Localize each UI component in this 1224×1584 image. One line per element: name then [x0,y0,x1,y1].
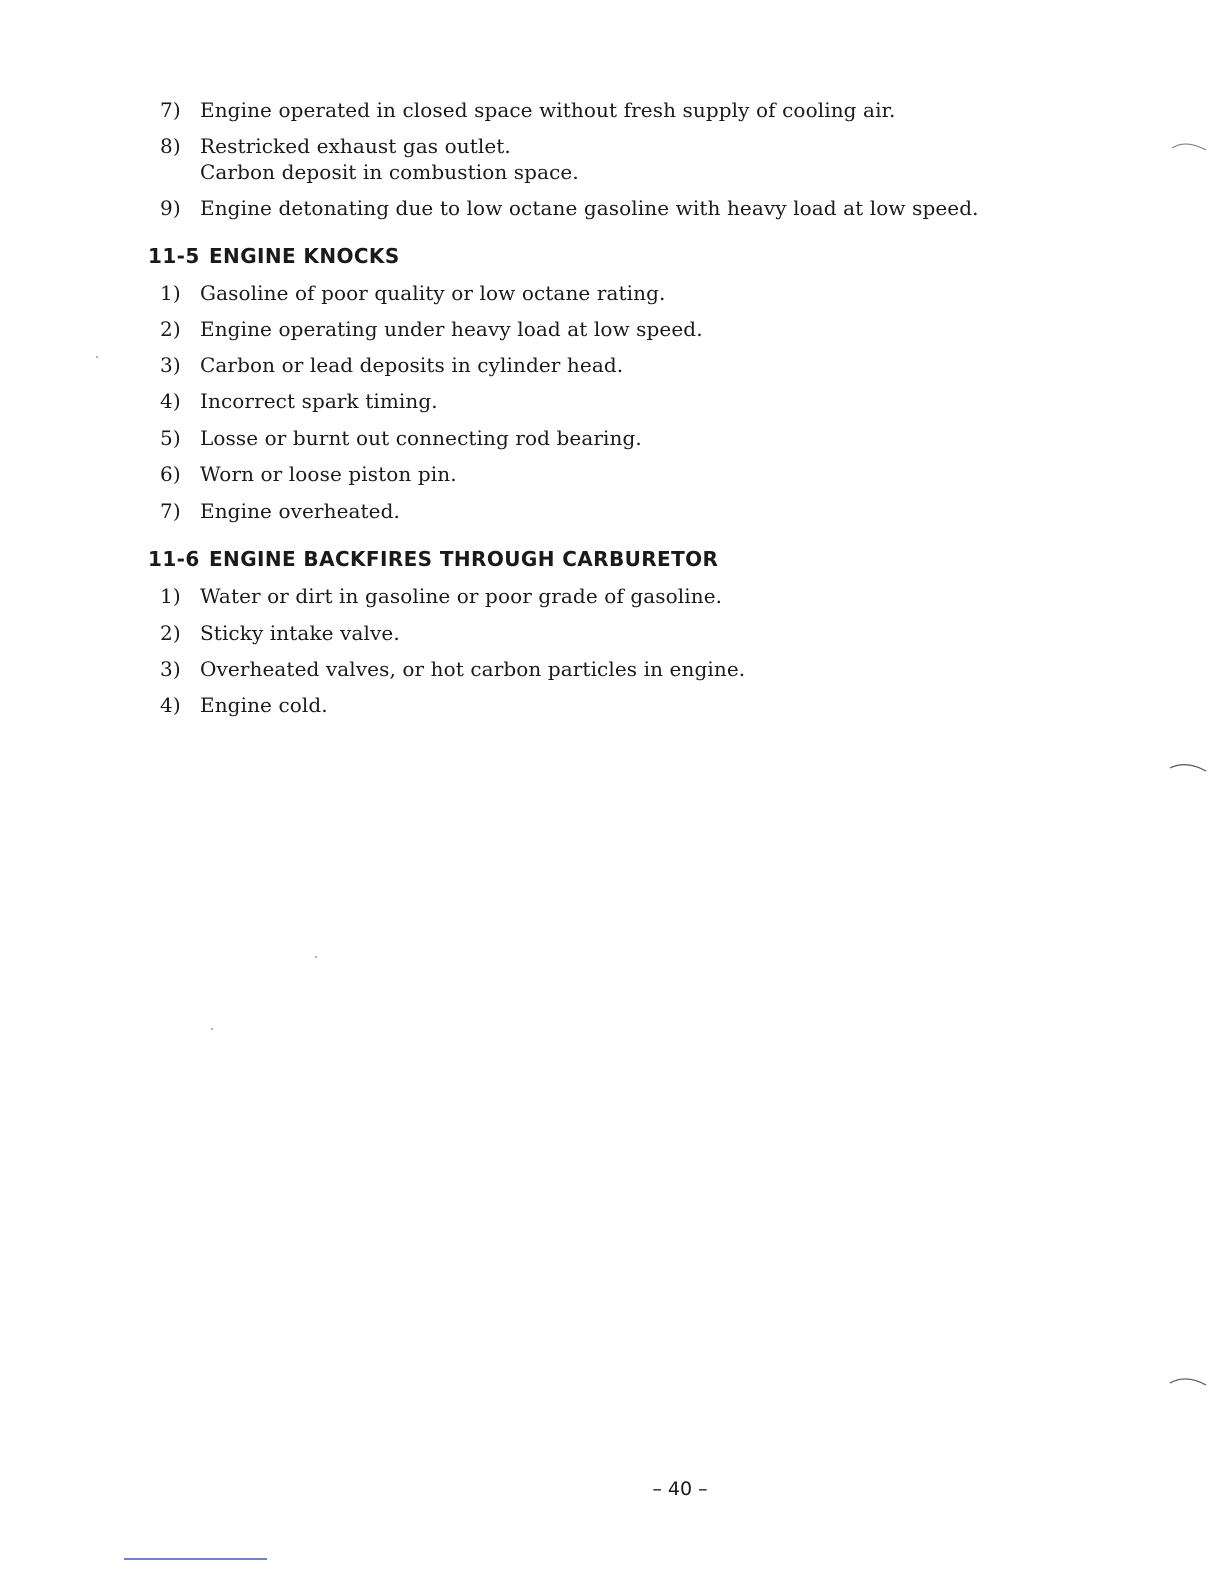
list-item-line: Restricked exhaust gas outlet. [200,134,511,158]
list-item-line: Carbon deposit in combustion space. [200,160,579,184]
list-item-text [200,195,979,221]
list-item-number: 7) [160,499,181,523]
list-item-number: 1) [160,584,181,608]
section-heading-11-6 [148,546,718,572]
section-heading-11-5 [148,243,400,269]
list-item [160,692,328,718]
list-item-text: Engine operating under heavy load at low speed. [200,317,703,341]
list-item-number: 5) [160,426,181,450]
margin-mark [1170,140,1210,152]
list-item-text: Losse or burnt out connecting rod bearing. [200,426,642,450]
list-item [160,352,623,378]
scan-speck [315,956,317,958]
list-item [160,133,579,185]
margin-mark [1168,1374,1208,1386]
list-item-number: 9) [160,196,181,220]
list-item-number: 6) [160,462,181,486]
page-number: – 40 – [652,1478,708,1500]
margin-mark [1168,760,1208,772]
scan-speck [211,1028,213,1030]
list-item-text: Sticky intake valve. [200,621,400,645]
section-title: ENGINE BACKFIRES THROUGH CARBURETOR [209,547,719,571]
list-item-text: Engine overheated. [200,499,400,523]
list-item-text: Water or dirt in gasoline or poor grade of gasoline. [200,584,723,608]
list-item-number: 2) [160,317,181,341]
scan-speck [96,356,98,358]
list-item-line: Engine operated in closed space without fresh supply of cooling air. [200,98,896,122]
list-item [160,280,665,306]
list-item [160,388,438,414]
list-item [160,620,400,646]
list-item-number: 2) [160,621,181,645]
list-item [160,425,642,451]
list-item [160,583,722,609]
list-item [160,97,895,123]
list-item-text: Incorrect spark timing. [200,389,438,413]
list-item-number: 3) [160,657,181,681]
list-item-text [200,97,895,123]
list-item [160,461,457,487]
list-item-text: Worn or loose piston pin. [200,462,457,486]
list-item-text: Gasoline of poor quality or low octane rating. [200,281,666,305]
list-item [160,316,703,342]
section-number: 11-6 [148,547,200,571]
list-item-text [200,133,579,185]
list-item [160,656,745,682]
list-item-text: Overheated valves, or hot carbon particles in engine. [200,657,746,681]
list-item [160,498,400,524]
list-item [160,195,979,221]
list-item-number: 4) [160,389,181,413]
list-item-text: Engine cold. [200,693,328,717]
list-item-number: 7) [160,98,181,122]
bottom-rule [124,1558,267,1560]
list-item-number: 8) [160,134,181,158]
list-item-text: Carbon or lead deposits in cylinder head. [200,353,624,377]
section-number: 11-5 [148,244,200,268]
section-title: ENGINE KNOCKS [209,244,400,268]
list-item-number: 3) [160,353,181,377]
list-item-number: 4) [160,693,181,717]
list-item-line: Engine detonating due to low octane gasoline with heavy load at low speed. [200,196,979,220]
list-item-number: 1) [160,281,181,305]
